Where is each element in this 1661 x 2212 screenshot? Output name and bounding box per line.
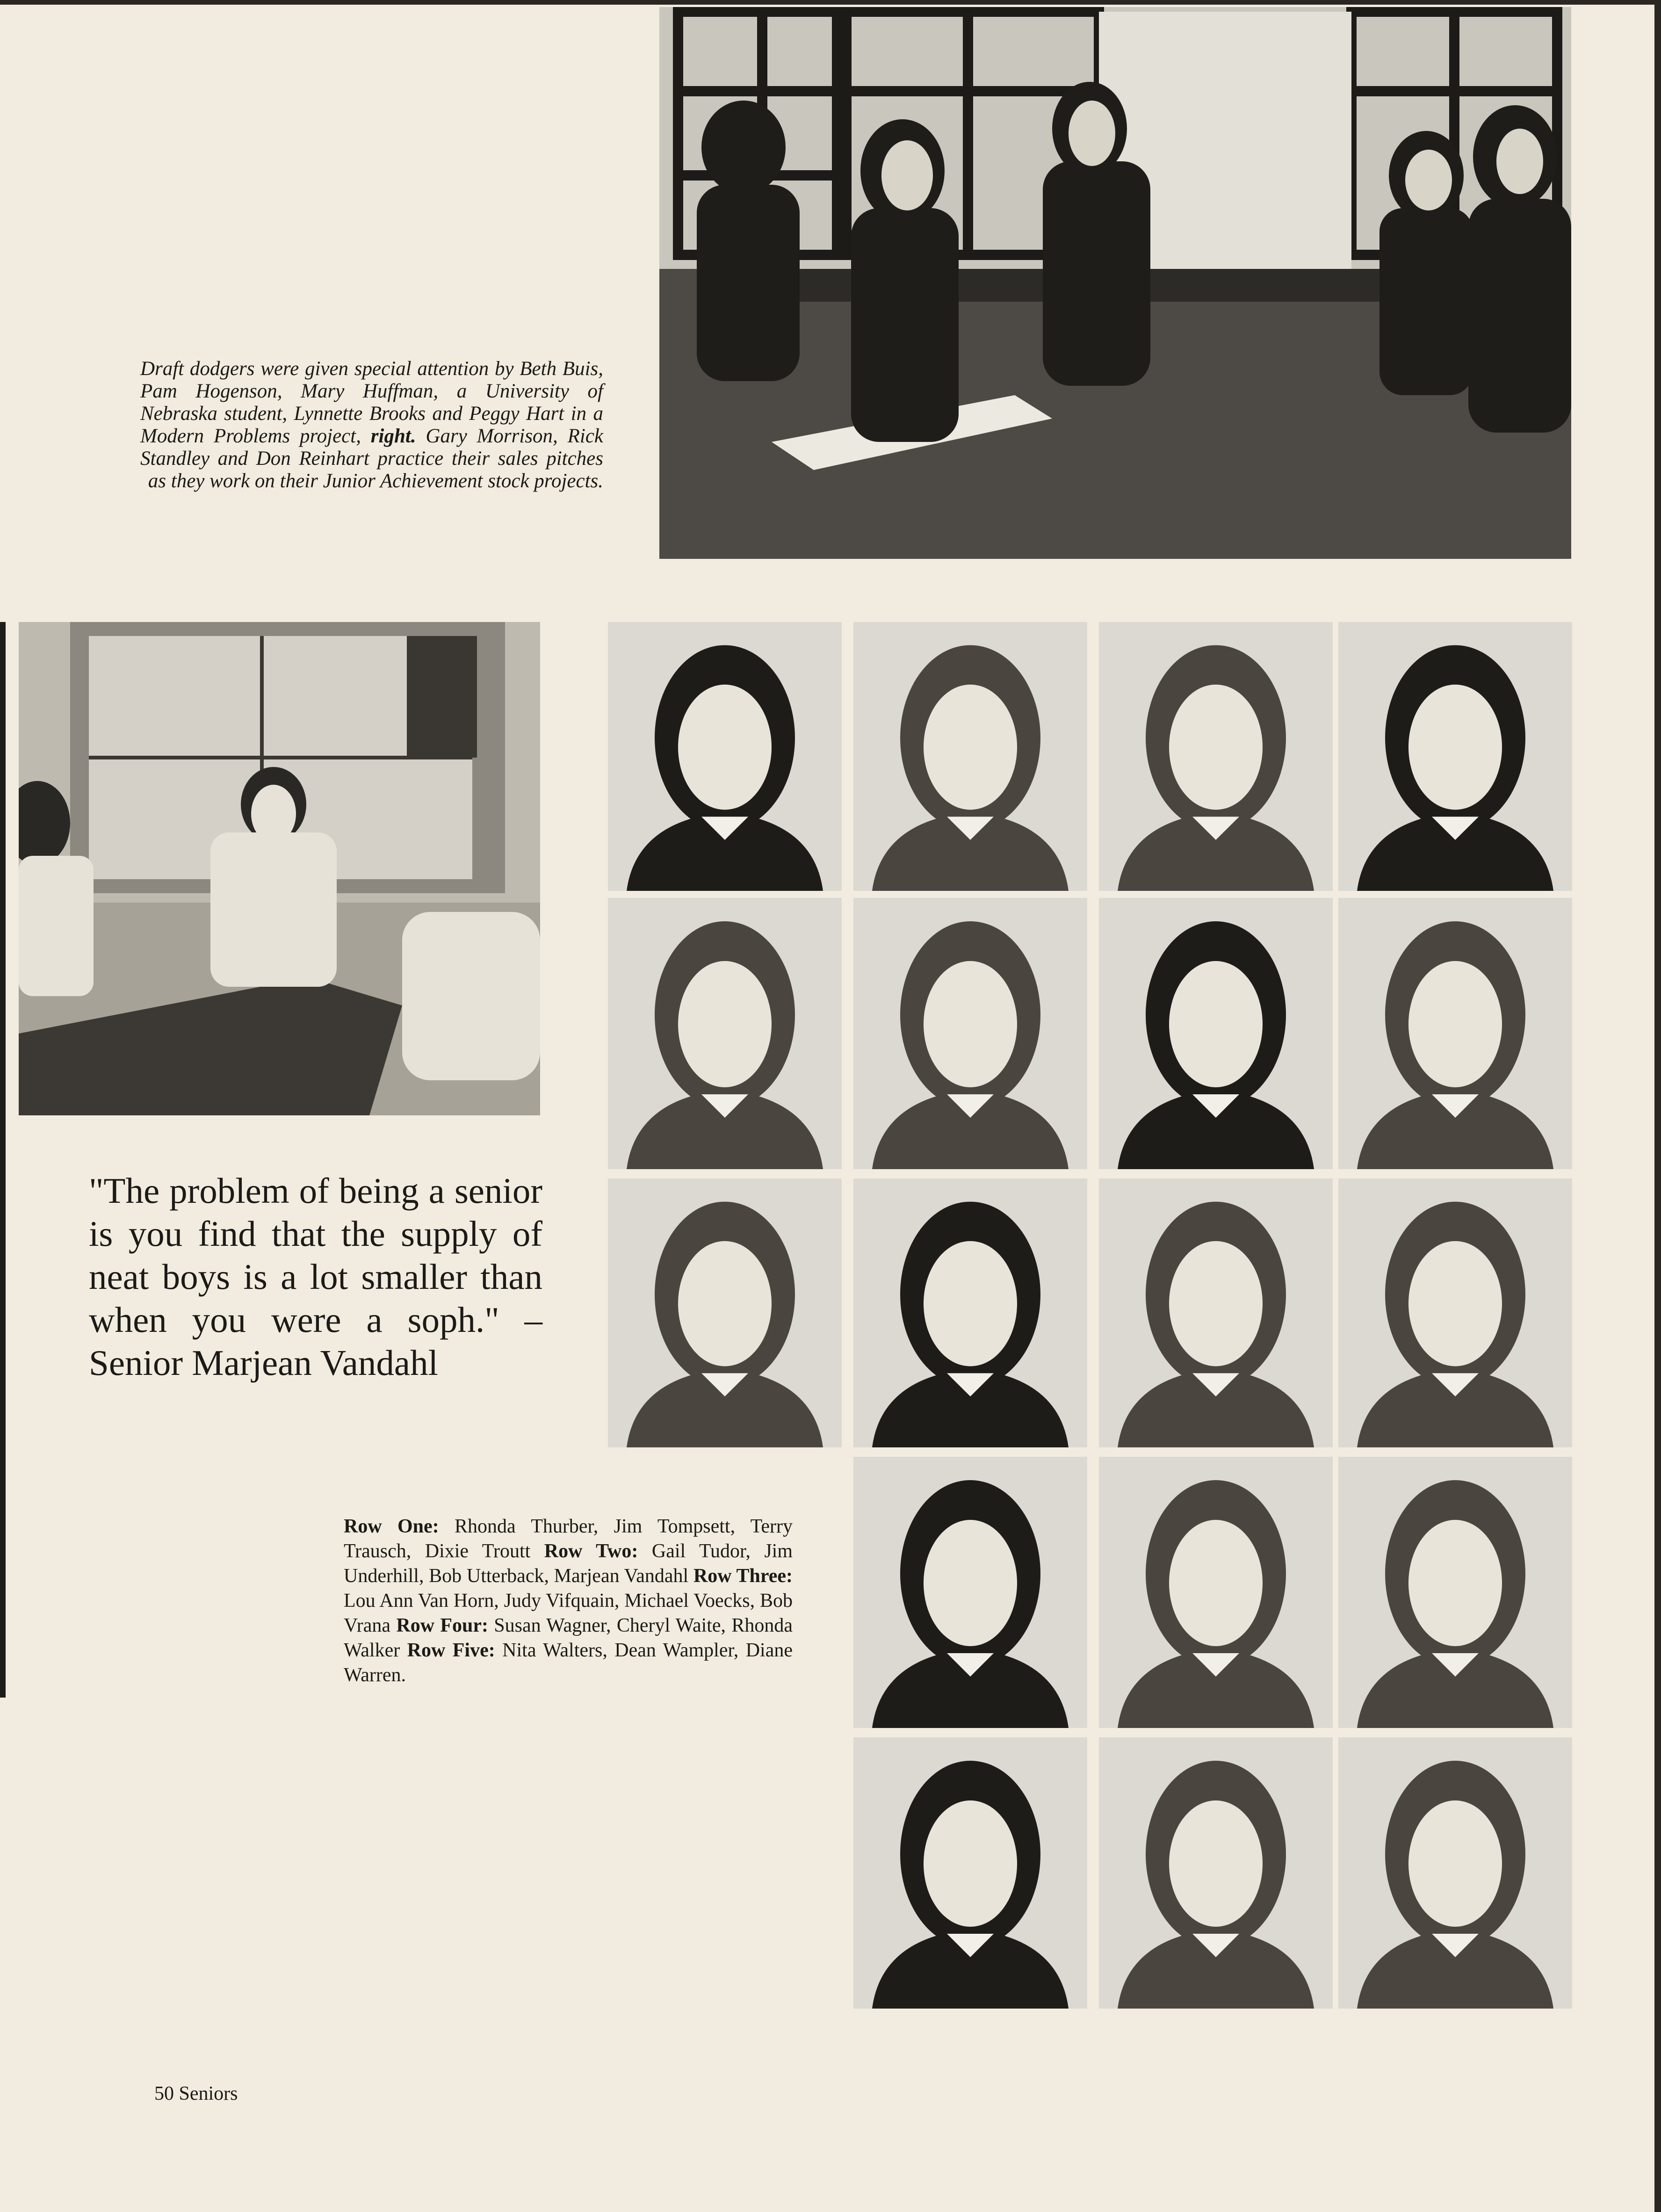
row-five-label: Row Five:	[407, 1640, 495, 1661]
row-one-label: Row One:	[344, 1516, 439, 1537]
classroom-photo-top	[659, 7, 1571, 559]
senior-portrait	[853, 1457, 1087, 1728]
office-photo-left	[19, 622, 540, 1115]
senior-portrait	[1099, 1737, 1333, 2009]
caption-text-end: Gary Morrison, Rick Standley and Don Reinhart practice their sales pitches as they work on their Junior Achievement stock projects.	[140, 425, 604, 492]
senior-portrait	[1338, 1178, 1572, 1447]
row-four-names: Susan Wagner, Cheryl Waite, Rhonda Walker	[344, 1615, 793, 1661]
senior-portrait	[608, 622, 842, 891]
row-five-names: Nita Walters, Dean Wampler, Diane Warren.	[344, 1640, 793, 1686]
senior-portrait	[1338, 898, 1572, 1169]
page-edge-top	[0, 0, 1661, 5]
roster-caption	[344, 1514, 793, 1688]
page-edge-right	[1654, 0, 1661, 2212]
row-two-names: Gail Tudor, Jim Underhill, Bob Utterback, Marjean Vandahl	[344, 1540, 793, 1587]
photo-caption	[140, 358, 603, 492]
senior-portrait	[853, 1737, 1087, 2009]
senior-portrait	[1099, 1457, 1333, 1728]
page-folio: 50 Seniors	[154, 2083, 238, 2104]
senior-portrait	[853, 1178, 1087, 1447]
row-two-label: Row Two:	[544, 1540, 638, 1562]
page-edge-left	[0, 622, 6, 1698]
senior-portrait	[853, 898, 1087, 1169]
senior-portrait	[1338, 622, 1572, 891]
senior-portrait	[853, 622, 1087, 891]
row-three-label: Row Three:	[693, 1565, 793, 1587]
senior-portrait	[1338, 1457, 1572, 1728]
row-four-label: Row Four:	[396, 1615, 488, 1636]
senior-portrait	[1099, 1178, 1333, 1447]
senior-portrait	[1099, 898, 1333, 1169]
senior-portrait	[1099, 622, 1333, 891]
senior-portrait	[608, 1178, 842, 1447]
caption-text-start: Draft dodgers were given special attention by Beth Buis, Pam Hogenson, Mary Huffman, a University of Nebraska student, Lynnette Brooks and Peggy Hart in a Modern Problems project,	[140, 358, 603, 447]
senior-quote: "The problem of being a senior is you find that the supply of neat boys is a lot smaller than when you were a soph." – Senior Marjean Vandahl	[89, 1171, 542, 1383]
row-one-names: Rhonda Thurber, Jim Tompsett, Terry Trausch, Dixie Troutt	[344, 1516, 793, 1562]
senior-portrait	[608, 898, 842, 1169]
caption-direction-word: right.	[370, 425, 416, 447]
row-three-names: Lou Ann Van Horn, Judy Vifquain, Michael Voecks, Bob Vrana	[344, 1590, 793, 1636]
senior-portrait	[1338, 1737, 1572, 2009]
